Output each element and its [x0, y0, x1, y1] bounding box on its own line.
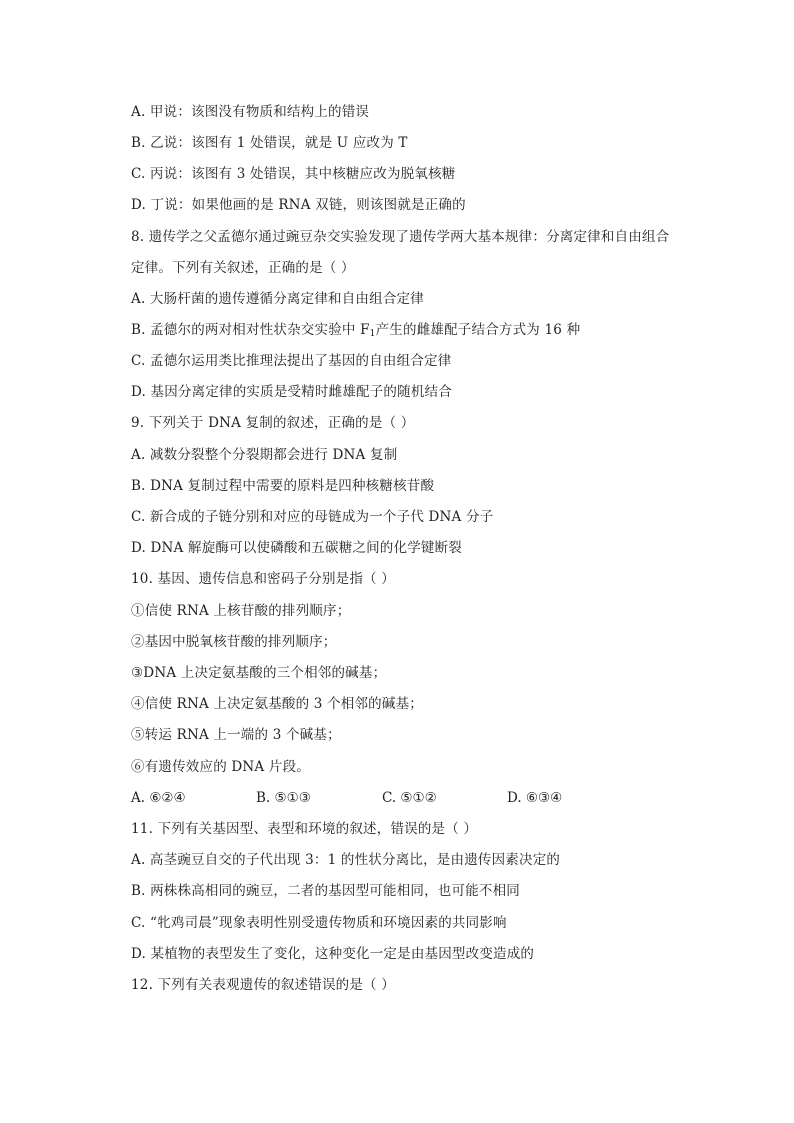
q10-item-5: ⑤转运 RNA 上一端的 3 个碱基；: [131, 727, 341, 743]
q7-option-b: B. 乙说：该图有 1 处错误，就是 U 应改为 T: [131, 135, 408, 151]
q9-option-c: C. 新合成的子链分别和对应的母链成为一个子代 DNA 分子: [131, 509, 494, 525]
q9-option-b: B. DNA 复制过程中需要的原料是四种核糖核苷酸: [131, 478, 435, 494]
q9-option-a: A. 减数分裂整个分裂期都会进行 DNA 复制: [131, 447, 398, 463]
q8-option-d: D. 基因分离定律的实质是受精时雌雄配子的随机结合: [131, 384, 452, 400]
q9-option-d: D. DNA 解旋酶可以使磷酸和五碳糖之间的化学键断裂: [131, 540, 463, 556]
q9-stem: 9. 下列关于 DNA 复制的叙述，正确的是（ ）: [131, 415, 415, 431]
q10-option-c: C. ⑤①②: [382, 790, 437, 806]
q11-option-c: C. “牝鸡司晨”现象表明性别受遗传物质和环境因素的共同影响: [131, 915, 507, 931]
q8-option-a: A. 大肠杆菌的遗传遵循分离定律和自由组合定律: [131, 291, 424, 307]
q8-option-b-tail: 产生的雌雄配子结合方式为 16 种: [375, 322, 581, 338]
q10-item-1: ①信使 RNA 上核苷酸的排列顺序；: [131, 603, 351, 619]
q12-stem: 12. 下列有关表观遗传的叙述错误的是（ ）: [131, 977, 395, 993]
q10-option-a: A. ⑥②④: [131, 790, 186, 806]
q7-option-a: A. 甲说：该图没有物质和结构上的错误: [131, 104, 370, 120]
q10-item-6: ⑥有遗传效应的 DNA 片段。: [131, 759, 310, 775]
q8-option-b-subscript: 1: [369, 329, 376, 339]
q11-option-b: B. 两株株高相同的豌豆，二者的基因型可能相同，也可能不相同: [131, 883, 521, 899]
q10-option-b: B. ⑤①③: [256, 790, 311, 806]
q8-stem-line1: 8. 遗传学之父孟德尔通过豌豆杂交实验发现了遗传学两大基本规律：分离定律和自由组合: [131, 229, 670, 245]
q10-stem: 10. 基因、遗传信息和密码子分别是指（ ）: [131, 571, 395, 587]
q8-option-c: C. 孟德尔运用类比推理法提出了基因的自由组合定律: [131, 353, 452, 369]
q8-option-b-head: B. 孟德尔的两对相对性状杂交实验中 F: [131, 322, 370, 338]
q8-stem-line2: 定律。下列有关叙述，正确的是（ ）: [131, 260, 355, 276]
q11-stem: 11. 下列有关基因型、表型和环境的叙述，错误的是（ ）: [131, 821, 478, 837]
q10-option-d: D. ⑥③④: [507, 790, 563, 806]
q11-option-a: A. 高茎豌豆自交的子代出现 3：1 的性状分离比，是由遗传因素决定的: [131, 852, 561, 868]
q8-option-b: [131, 320, 580, 344]
q10-item-2: ②基因中脱氧核苷酸的排列顺序；: [131, 634, 337, 650]
q7-option-d: D. 丁说：如果他画的是 RNA 双链，则该图就是正确的: [131, 197, 466, 213]
q11-option-d: D. 某植物的表型发生了变化，这种变化一定是由基因型改变造成的: [131, 946, 535, 962]
q10-item-3: ③DNA 上决定氨基酸的三个相邻的碱基；: [131, 665, 387, 681]
q7-option-c: C. 丙说：该图有 3 处错误，其中核糖应改为脱氧核糖: [131, 166, 456, 182]
q10-item-4: ④信使 RNA 上决定氨基酸的 3 个相邻的碱基；: [131, 696, 423, 712]
